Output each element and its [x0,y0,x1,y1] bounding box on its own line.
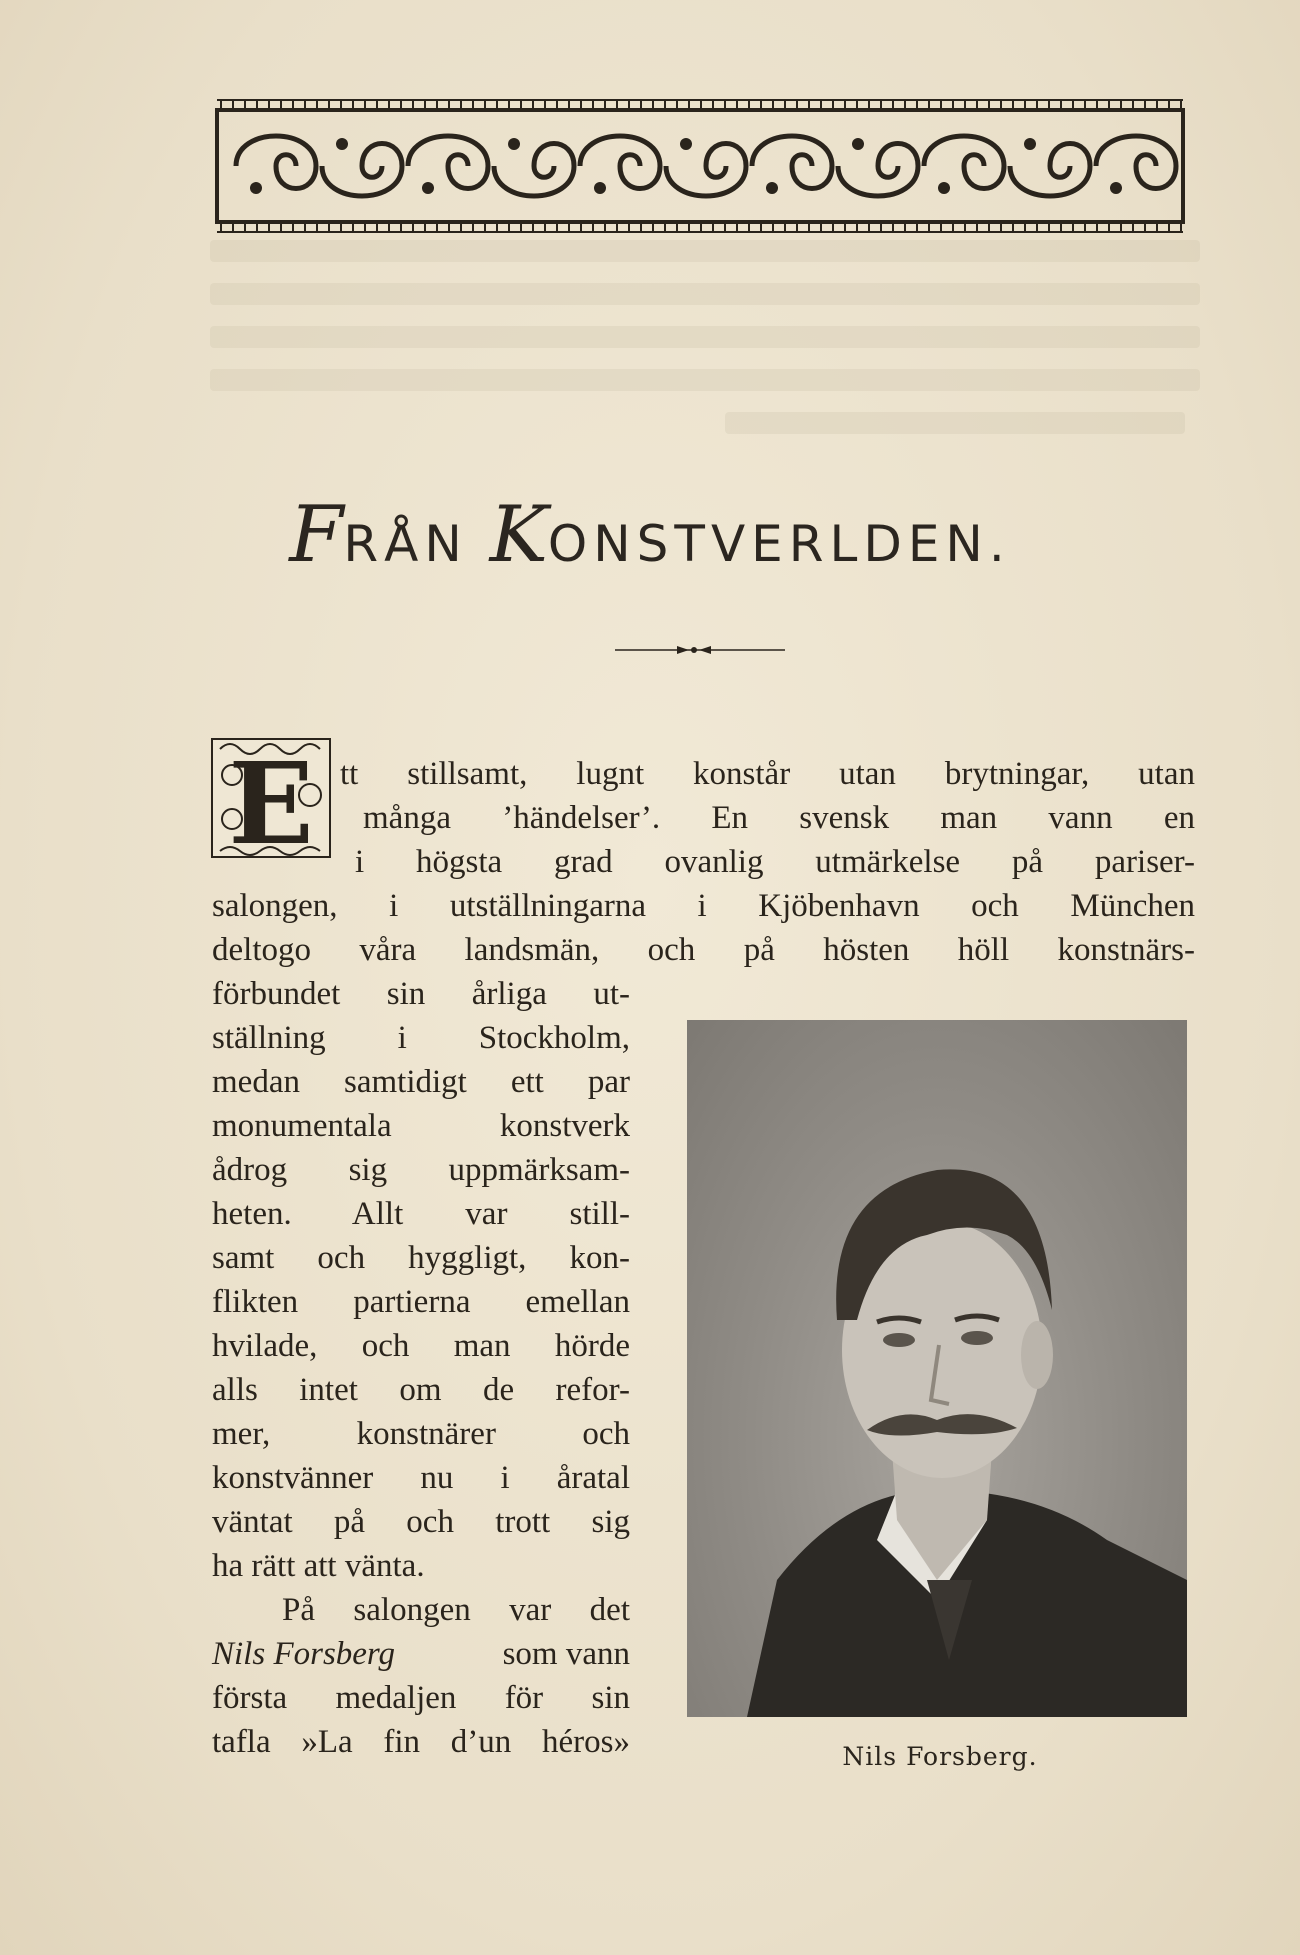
scroll-ornament-dot [422,182,434,194]
scroll-ornament-dot [680,138,692,150]
title-initial-k: K [489,490,548,580]
scroll-ornament [580,136,660,189]
drop-cap-e [210,735,332,863]
body-line: ha rätt att vänta. [212,1548,425,1584]
body-line: På salongen var det [282,1592,630,1628]
article-title [0,490,1300,580]
artist-name: Nils Forsberg [212,1636,396,1672]
body-line: första medaljen för sin [212,1680,630,1716]
scroll-ornament [236,136,316,189]
scroll-ornament [924,136,1004,189]
body-line: förbundet sin årliga ut- [212,976,630,1012]
bleed-through [210,283,1200,305]
bleed-through [210,240,1200,262]
body-line: tafla »La fin d’un héros» [212,1724,630,1760]
title-part-1: RÅN [343,515,490,573]
scroll-ornament [752,136,832,189]
ornamental-header-band [213,96,1187,236]
body-line: hvilade, och man hörde [212,1328,630,1364]
body-line: tt stillsamt, lugnt konstår utan brytningar, utan [340,756,1195,792]
scroll-ornament [1096,136,1176,189]
body-line: mer, konstnärer och [212,1416,630,1452]
body-line: heten. Allt var still- [212,1196,630,1232]
title-initial-f: F [289,490,344,580]
scroll-ornament-dot [852,138,864,150]
body-line: många ’händelser’. En svensk man vann en [363,800,1195,836]
body-line: väntat på och trott sig [212,1504,630,1540]
portrait-photo-nils-forsberg [687,1020,1187,1717]
scroll-ornament [1010,144,1090,197]
body-line: ådrog sig uppmärksam- [212,1152,630,1188]
scroll-ornament-dot [938,182,950,194]
photo-caption: Nils Forsberg. [842,1742,1038,1771]
body-line: flikten partierna emellan [212,1284,630,1320]
scroll-ornament [838,144,918,197]
body-line: medan samtidigt ett par [212,1064,630,1100]
body-line: Nils Forsberg som vann [212,1636,630,1672]
scroll-ornament-dot [508,138,520,150]
body-line: salongen, i utställningarna i Kjöbenhavn och München [212,888,1195,924]
body-line: monumentala konstverk [212,1108,630,1144]
drop-cap-letter: E [228,739,314,863]
portrait-illustration [687,1020,1187,1717]
scroll-ornament-dot [594,182,606,194]
scroll-ornament-dot [336,138,348,150]
scroll-ornament-dot [1110,182,1122,194]
scroll-ornament-dot [250,182,262,194]
scroll-ornament-dot [766,182,778,194]
scroll-ornament [666,144,746,197]
scroll-ornament [494,144,574,197]
scroll-ornament [408,136,488,189]
bleed-through [210,326,1200,348]
body-line: ställning i Stockholm, [212,1020,630,1056]
body-line: samt och hyggligt, kon- [212,1240,630,1276]
body-line: konstvänner nu i åratal [212,1460,630,1496]
bleed-through [725,412,1185,434]
bleed-through [210,369,1200,391]
title-part-2: ONSTVERLDEN. [547,515,1011,573]
scroll-ornament-dot [1024,138,1036,150]
body-line: i högsta grad ovanlig utmärkelse på pariser- [355,844,1195,880]
title-divider-ornament [615,644,785,656]
scroll-ornament [322,144,402,197]
body-line: alls intet om de refor- [212,1372,630,1408]
body-line: deltogo våra landsmän, och på hösten höll konstnärs- [212,932,1195,968]
